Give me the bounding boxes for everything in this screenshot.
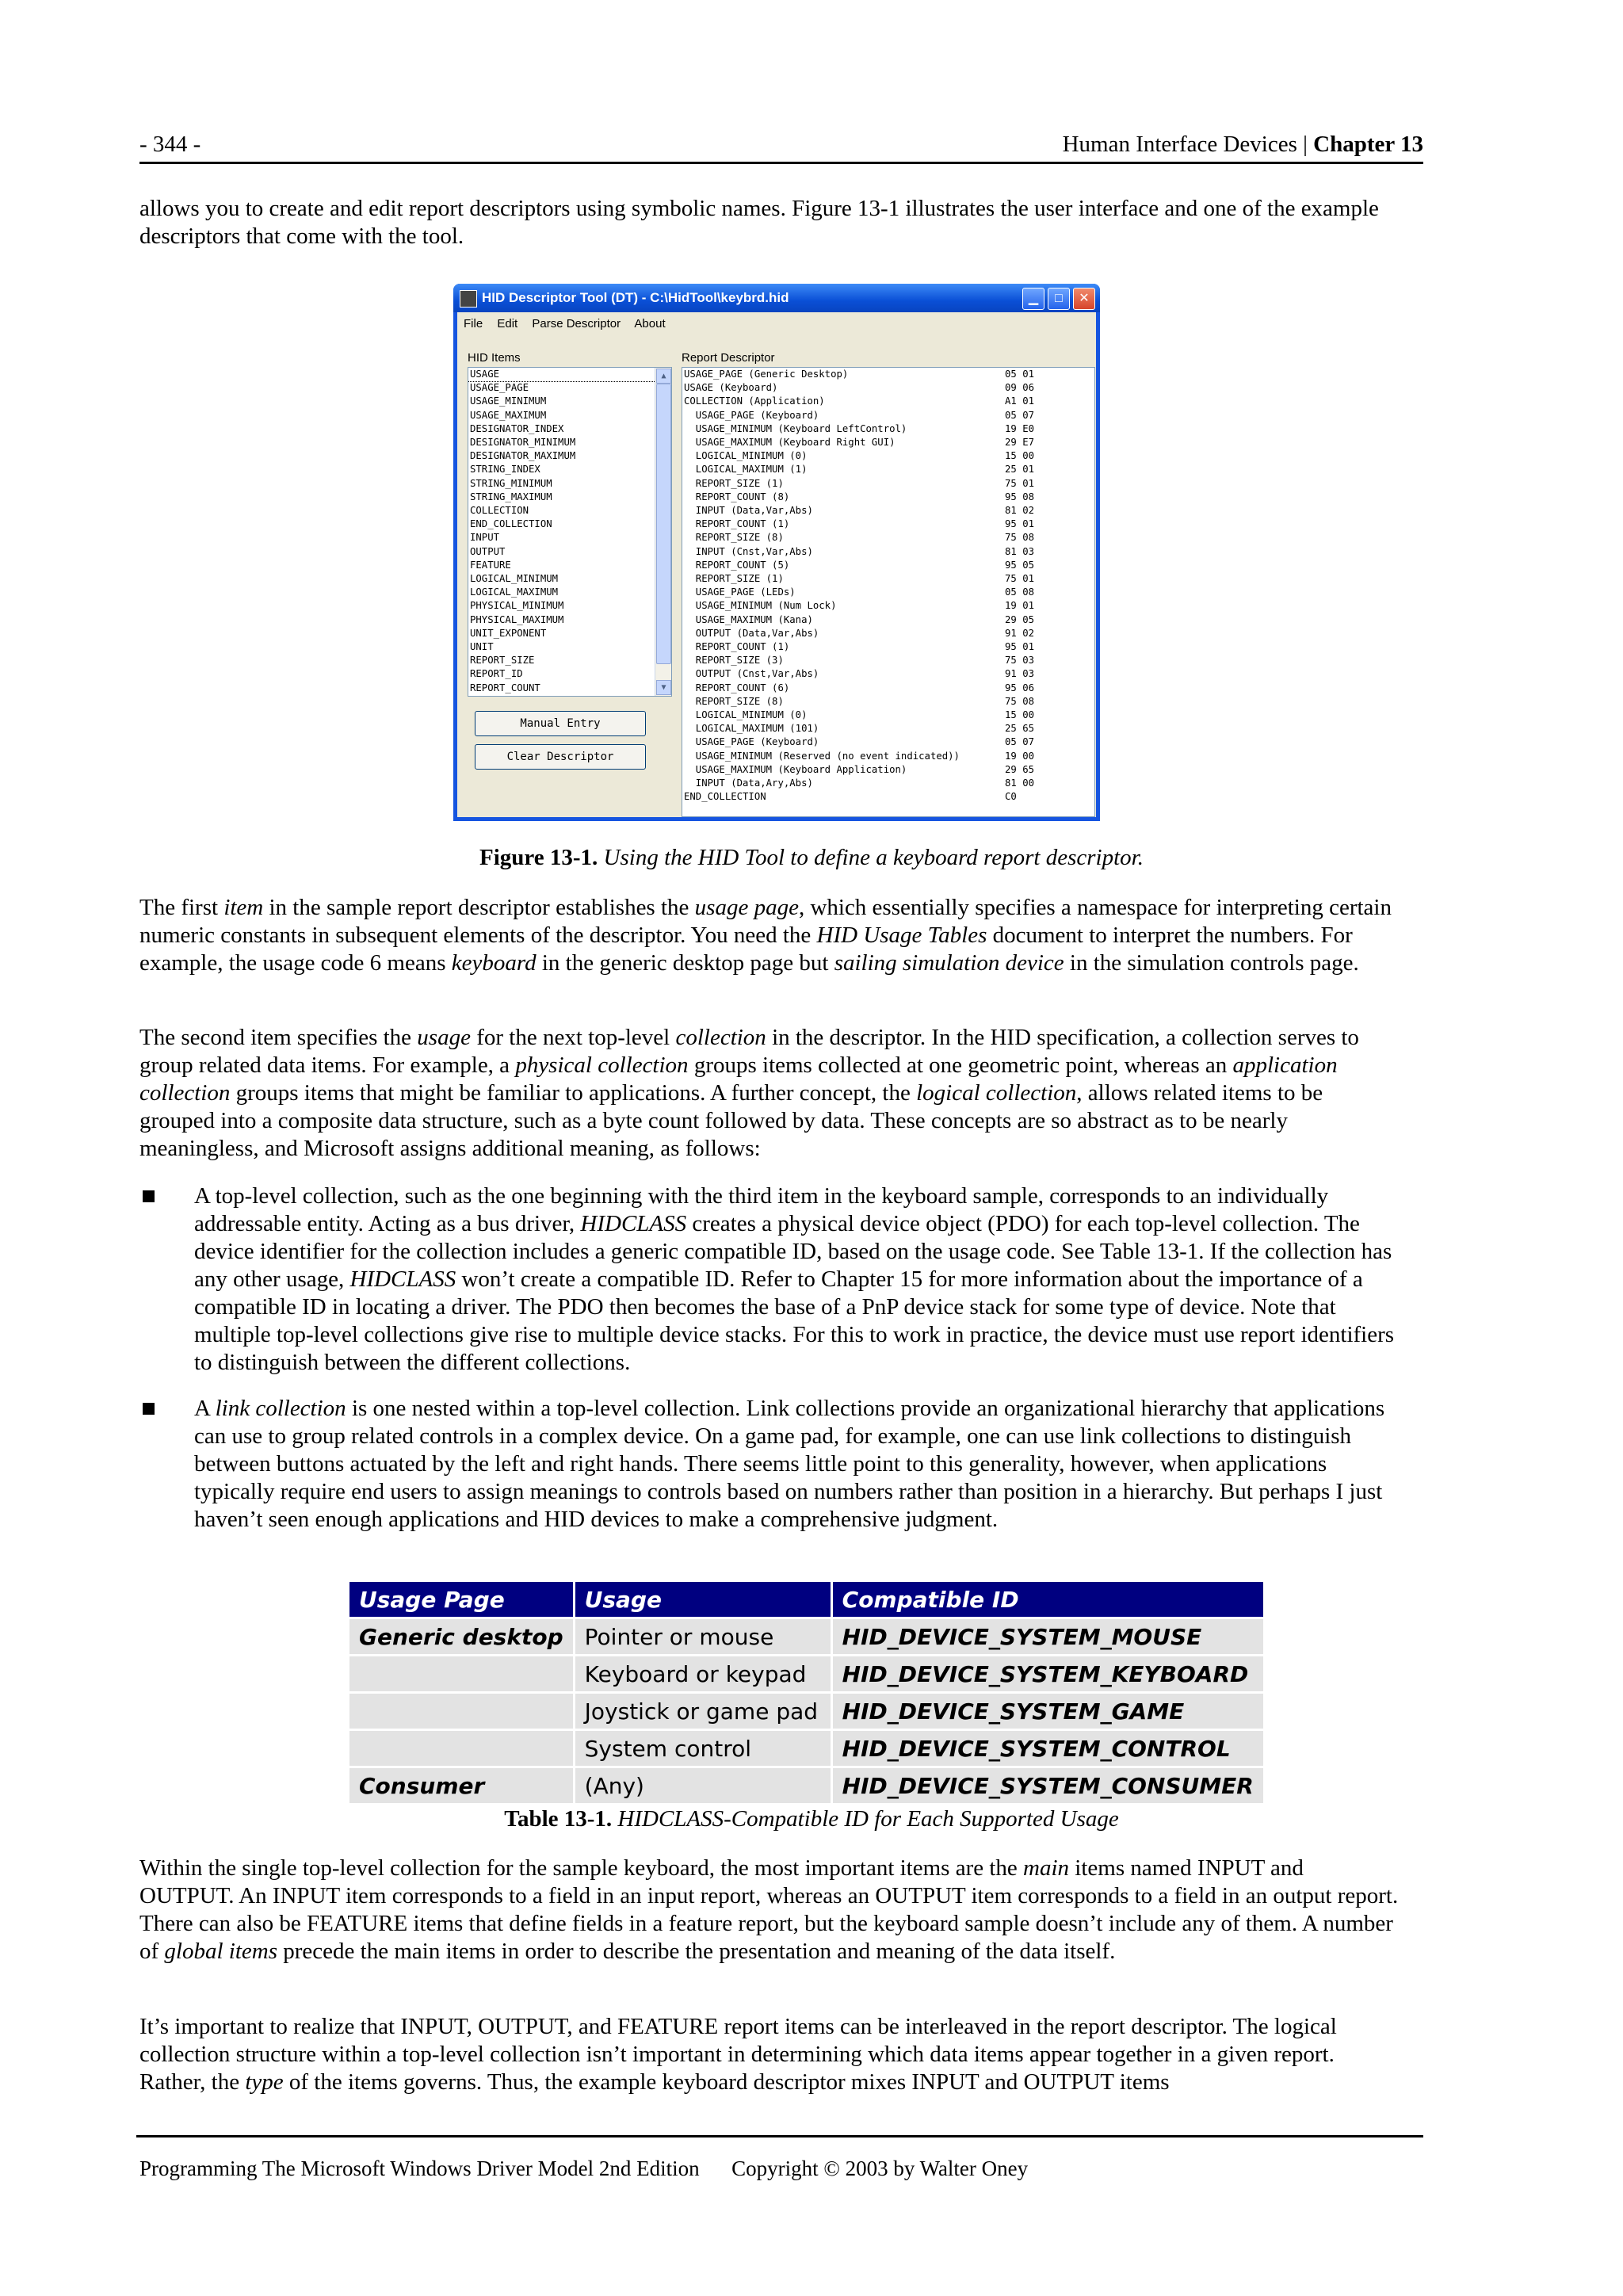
table-cell (349, 1694, 573, 1729)
descriptor-row[interactable] (682, 368, 1094, 381)
descriptor-item: INPUT (Data,Var,Abs) (684, 505, 813, 517)
descriptor-row[interactable] (682, 790, 1094, 804)
descriptor-item: USAGE_PAGE (LEDs) (684, 586, 796, 598)
list-item[interactable]: LOGICAL_MAXIMUM (470, 586, 559, 598)
list-item[interactable]: END_COLLECTION (470, 518, 552, 530)
compatible-id-table (347, 1580, 1266, 1805)
descriptor-item: LOGICAL_MAXIMUM (101) (684, 723, 819, 735)
paragraph-usage-page (139, 894, 1400, 977)
hid-items-label: HID Items (468, 351, 521, 365)
descriptor-item: COLLECTION (Application) (684, 395, 825, 407)
descriptor-row[interactable] (682, 750, 1094, 763)
intro-paragraph (139, 195, 1400, 250)
table-cell: Consumer (349, 1768, 573, 1803)
text-run: main (1023, 1855, 1070, 1881)
menu-edit[interactable]: Edit (497, 317, 518, 330)
paragraph-main-items (139, 1855, 1400, 1966)
descriptor-bytes: 05 07 (1005, 409, 1035, 421)
scroll-thumb[interactable] (656, 384, 671, 664)
text-run: for the next top-level (470, 1025, 676, 1050)
page-number: - 344 - (139, 132, 201, 157)
list-item[interactable]: FEATURE (470, 559, 511, 571)
text-run: groups items that might be familiar to applications. A further concept, the (230, 1080, 917, 1106)
scroll-up-icon[interactable]: ▲ (656, 369, 671, 384)
menu-file[interactable]: File (464, 317, 483, 330)
text-run: items named INPUT and OUTPUT. An INPUT item corresponds to a field in an input report, whereas an OUTPUT item corresponds to a field in an output report. There can also be FEATURE items that define fields in a feature report, but the keyboard sample doesn’t include any of them. A number of (139, 1855, 1399, 1964)
text-run: creates a physical device object (PDO) for each top-level collection. The device identifier for the collection includes a generic compatible ID, based on the usage code. See Table 13-1. If the collection has any other usage, (194, 1211, 1392, 1292)
descriptor-bytes: 25 01 (1005, 464, 1035, 476)
descriptor-row[interactable] (682, 599, 1094, 613)
descriptor-row[interactable] (682, 504, 1094, 518)
descriptor-item: REPORT_SIZE (8) (684, 695, 784, 707)
text-run: Within the single top-level collection for the sample keyboard, the most important items are the (139, 1855, 1024, 1881)
descriptor-item: INPUT (Cnst,Var,Abs) (684, 545, 813, 557)
descriptor-item: REPORT_SIZE (3) (684, 655, 784, 667)
app-icon (460, 290, 477, 308)
scroll-down-icon[interactable]: ▼ (656, 680, 671, 695)
maximize-icon[interactable]: □ (1048, 288, 1070, 310)
text-run: type (245, 2069, 284, 2095)
descriptor-row[interactable] (682, 381, 1094, 395)
text-run: item (223, 895, 264, 920)
table-cell (349, 1731, 573, 1766)
descriptor-row[interactable] (682, 735, 1094, 749)
text-run: in the simulation controls page. (1064, 950, 1359, 976)
text-run: of the items governs. Thus, the example keyboard descriptor mixes INPUT and OUTPUT items (283, 2069, 1170, 2095)
table-cell: (Any) (575, 1768, 831, 1803)
list-item[interactable]: OUTPUT (470, 545, 506, 557)
descriptor-bytes: 75 01 (1005, 573, 1035, 585)
descriptor-row[interactable] (682, 531, 1094, 544)
descriptor-item: LOGICAL_MAXIMUM (1) (684, 464, 808, 476)
descriptor-item: USAGE_MAXIMUM (Kana) (684, 613, 813, 625)
descriptor-row[interactable] (682, 586, 1094, 599)
descriptor-bytes: 91 03 (1005, 668, 1035, 680)
table-cell: Joystick or game pad (575, 1694, 831, 1729)
list-item[interactable]: USAGE_MINIMUM (470, 395, 547, 407)
text-run: HID Usage Tables (816, 923, 987, 948)
descriptor-item: END_COLLECTION (684, 791, 766, 803)
descriptor-item: USAGE_MAXIMUM (Keyboard Application) (684, 763, 907, 775)
clear-descriptor-button[interactable]: Clear Descriptor (475, 744, 646, 770)
table-cell: HID_DEVICE_SYSTEM_CONTROL (833, 1731, 1263, 1766)
text-run: groups items collected at one geometric point, whereas an (688, 1052, 1233, 1078)
descriptor-item: LOGICAL_MINIMUM (0) (684, 709, 808, 721)
manual-entry-button[interactable]: Manual Entry (475, 711, 646, 736)
text-run: , allows related items to be grouped into a composite data structure, such as a byte count followed by data. These concepts are so abstract as to be nearly meaningless, and Microsoft assigns additional meaning, as follows: (139, 1080, 1323, 1161)
text-run: logical collection (916, 1080, 1077, 1106)
descriptor-item: LOGICAL_MINIMUM (0) (684, 450, 808, 462)
table-header-row (349, 1582, 1263, 1617)
list-item[interactable]: REPORT_COUNT (470, 682, 540, 693)
descriptor-row[interactable] (682, 436, 1094, 449)
descriptor-item: USAGE_PAGE (Keyboard) (684, 736, 819, 748)
descriptor-item: USAGE_PAGE (Keyboard) (684, 409, 819, 421)
column-header: Usage (575, 1582, 831, 1617)
list-item[interactable]: INPUT (470, 532, 500, 544)
descriptor-bytes: 15 00 (1005, 709, 1035, 721)
window-client (457, 312, 1096, 817)
text-run: document to interpret the numbers. For example, the usage code 6 means (139, 923, 1353, 976)
descriptor-bytes: 29 05 (1005, 613, 1035, 625)
descriptor-bytes: 75 08 (1005, 532, 1035, 544)
list-item[interactable]: DESIGNATOR_INDEX (470, 422, 564, 434)
descriptor-bytes: 81 00 (1005, 777, 1035, 789)
table-row (349, 1768, 1263, 1803)
descriptor-bytes: 25 65 (1005, 723, 1035, 735)
table-cell: HID_DEVICE_SYSTEM_MOUSE (833, 1619, 1263, 1654)
descriptor-bytes: 05 08 (1005, 586, 1035, 598)
descriptor-row[interactable] (682, 627, 1094, 640)
descriptor-bytes: 75 08 (1005, 695, 1035, 707)
text-run: A (194, 1396, 216, 1421)
descriptor-bytes: 81 03 (1005, 545, 1035, 557)
list-item[interactable]: COLLECTION (470, 505, 529, 517)
text-run: The first (139, 895, 224, 920)
chapter-title: Chapter 13 (1313, 132, 1423, 157)
descriptor-row[interactable] (682, 449, 1094, 463)
text-run: physical collection (515, 1052, 689, 1078)
hid-tool-window (453, 284, 1100, 821)
descriptor-bytes: 29 65 (1005, 763, 1035, 775)
text-run: A top-level collection, such as the one beginning with the third item in the keyboard sample, corresponds to an individually addressable entity. Acting as a bus driver, (194, 1183, 1329, 1236)
descriptor-row[interactable] (682, 654, 1094, 667)
chapter-heading (1063, 132, 1423, 158)
text-run: application collection (139, 1052, 1338, 1106)
descriptor-bytes: 29 E7 (1005, 437, 1035, 449)
descriptor-item: REPORT_COUNT (1) (684, 518, 790, 530)
list-item[interactable]: PHYSICAL_MINIMUM (470, 600, 564, 612)
descriptor-item: USAGE_MINIMUM (Keyboard LeftControl) (684, 422, 907, 434)
table-cell: System control (575, 1731, 831, 1766)
descriptor-row[interactable] (682, 640, 1094, 654)
page-footer (136, 2135, 1423, 2180)
table-cell: Generic desktop (349, 1619, 573, 1654)
descriptor-bytes: 19 E0 (1005, 422, 1035, 434)
table-cell: Pointer or mouse (575, 1619, 831, 1654)
table-cell: Keyboard or keypad (575, 1656, 831, 1691)
list-item[interactable]: UNIT (470, 641, 494, 653)
descriptor-bytes: 95 01 (1005, 641, 1035, 653)
descriptor-row[interactable] (682, 422, 1094, 436)
descriptor-row[interactable] (682, 477, 1094, 491)
table-row (349, 1731, 1263, 1766)
descriptor-bytes: 75 01 (1005, 477, 1035, 489)
window-titlebar (453, 284, 1100, 312)
descriptor-row[interactable] (682, 777, 1094, 790)
descriptor-bytes: 91 02 (1005, 627, 1035, 639)
descriptor-row[interactable] (682, 463, 1094, 476)
list-item[interactable]: USAGE (468, 368, 671, 381)
bullet-item-top-level (139, 1182, 1400, 1377)
descriptor-row[interactable] (682, 518, 1094, 531)
text-run: usage (417, 1025, 471, 1050)
text-run: usage page (694, 895, 799, 920)
text-run: HIDCLASS (349, 1266, 456, 1292)
descriptor-row[interactable] (682, 682, 1094, 695)
table-caption (0, 1806, 1623, 1832)
descriptor-item: REPORT_COUNT (1) (684, 641, 790, 653)
descriptor-bytes: 05 07 (1005, 736, 1035, 748)
figure-caption (0, 845, 1623, 871)
table-caption-label: Table 13-1. (504, 1806, 613, 1832)
window-title: HID Descriptor Tool (DT) - C:\HidTool\keybrd.hid (482, 290, 789, 305)
descriptor-row[interactable] (682, 395, 1094, 408)
descriptor-row[interactable] (682, 545, 1094, 559)
bullet-item-link-collection (139, 1395, 1400, 1534)
text-run: global items (164, 1939, 278, 1964)
descriptor-bytes: 81 02 (1005, 505, 1035, 517)
descriptor-item: USAGE_MAXIMUM (Keyboard Right GUI) (684, 437, 896, 449)
text-run: in the descriptor. In the HID specification, a collection serves to group related data items. For example, a (139, 1025, 1359, 1078)
minimize-icon[interactable]: ▁ (1022, 288, 1044, 310)
text-run: , which essentially specifies a namespace for interpreting certain numeric constants in subsequent elements of the descriptor. You need the (139, 895, 1392, 948)
descriptor-item: REPORT_COUNT (6) (684, 682, 790, 693)
descriptor-row[interactable] (682, 695, 1094, 709)
report-descriptor-list[interactable] (682, 367, 1095, 817)
text-run: The second item specifies the (139, 1025, 418, 1050)
descriptor-row[interactable] (682, 667, 1094, 681)
list-item[interactable]: STRING_INDEX (470, 464, 540, 476)
list-item[interactable]: USAGE_PAGE (470, 382, 529, 394)
page-header (139, 130, 1423, 164)
descriptor-row[interactable] (682, 409, 1094, 422)
text-run: in the sample report descriptor establishes the (263, 895, 695, 920)
text-run: is one nested within a top-level collection. Link collections provide an organizational hierarchy that applications can use to group related controls in a complex device. On a game pad, for example, one can use link collections to distinguish between buttons actuated by the left and right hands. There seems little point to this generality, however, when applications typically require end users to assign meanings to controls based on numbers rather than position in a hierarchy. But perhaps I just haven’t seen enough applications and HID devices to make a comprehensive judgment. (194, 1396, 1385, 1532)
descriptor-item: OUTPUT (Data,Var,Abs) (684, 627, 819, 639)
descriptor-item: USAGE_PAGE (Generic Desktop) (684, 369, 849, 380)
descriptor-bytes: 95 01 (1005, 518, 1035, 530)
text-run: precede the main items in order to describe the presentation and meaning of the data itself. (277, 1939, 1116, 1964)
close-icon[interactable]: ✕ (1073, 288, 1095, 310)
hid-items-scrollbar[interactable] (655, 368, 671, 696)
text-run: sailing simulation device (834, 950, 1064, 976)
descriptor-row[interactable] (682, 709, 1094, 722)
list-item[interactable]: REPORT_ID (470, 668, 523, 680)
descriptor-item: REPORT_SIZE (8) (684, 532, 784, 544)
descriptor-item: REPORT_SIZE (1) (684, 573, 784, 585)
descriptor-bytes: 75 03 (1005, 655, 1035, 667)
hid-items-list[interactable] (468, 367, 672, 697)
descriptor-row[interactable] (682, 613, 1094, 627)
descriptor-row[interactable] (682, 491, 1094, 504)
descriptor-item: USAGE_MINIMUM (Reserved (no event indicated)) (684, 750, 960, 762)
column-header: Compatible ID (833, 1582, 1263, 1617)
descriptor-item: REPORT_COUNT (8) (684, 491, 790, 502)
figure-label: Figure 13-1. (479, 845, 598, 870)
bullet-square-icon (143, 1403, 155, 1415)
table-cell: HID_DEVICE_SYSTEM_GAME (833, 1694, 1263, 1729)
text-run: in the generic desktop page but (536, 950, 834, 976)
column-header: Usage Page (349, 1582, 573, 1617)
descriptor-bytes: 19 00 (1005, 750, 1035, 762)
text-run: collection (675, 1025, 766, 1050)
descriptor-row[interactable] (682, 763, 1094, 777)
list-item[interactable]: STRING_MAXIMUM (470, 491, 552, 502)
menu-bar (464, 317, 677, 330)
descriptor-bytes: 15 00 (1005, 450, 1035, 462)
descriptor-bytes: 95 06 (1005, 682, 1035, 693)
list-item[interactable]: STRING_MINIMUM (470, 477, 552, 489)
table-row (349, 1656, 1263, 1691)
figure-text: Using the HID Tool to define a keyboard report descriptor. (603, 845, 1144, 870)
text-run: It’s important to realize that INPUT, OUTPUT, and FEATURE report items can be interleaved in the report descriptor. The logical collection structure within a top-level collection isn’t important in determining which data items appear together in a given report. Rather, the (139, 2014, 1337, 2095)
table-cell: HID_DEVICE_SYSTEM_CONSUMER (833, 1768, 1263, 1803)
descriptor-bytes: 95 08 (1005, 491, 1035, 502)
table-cell (349, 1656, 573, 1691)
descriptor-item: USAGE (Keyboard) (684, 382, 778, 394)
descriptor-item: OUTPUT (Cnst,Var,Abs) (684, 668, 819, 680)
menu-parse-descriptor[interactable]: Parse Descriptor (532, 317, 621, 330)
table-cell: HID_DEVICE_SYSTEM_KEYBOARD (833, 1656, 1263, 1691)
descriptor-bytes: A1 01 (1005, 395, 1035, 407)
table-row (349, 1694, 1263, 1729)
descriptor-bytes: 05 01 (1005, 369, 1035, 380)
paragraph-interleaving (139, 2013, 1400, 2096)
list-item[interactable]: UNIT_EXPONENT (470, 627, 547, 639)
text-run: won’t create a compatible ID. Refer to Chapter 15 for more information about the importance of a compatible ID in locating a driver. The PDO then becomes the base of a PnP device stack for some type of device. Note that multiple top-level collections give rise to multiple device stacks. For this to work in practice, the device must use report identifiers to distinguish between the different collections. (194, 1266, 1395, 1375)
paragraph-collections (139, 1024, 1400, 1163)
table-caption-text: HIDCLASS-Compatible ID for Each Supported Usage (617, 1806, 1119, 1832)
text-run: keyboard (451, 950, 537, 976)
list-item[interactable]: LOGICAL_MINIMUM (470, 573, 559, 585)
descriptor-item: USAGE_MINIMUM (Num Lock) (684, 600, 837, 612)
table-row (349, 1619, 1263, 1654)
descriptor-row[interactable] (682, 559, 1094, 572)
descriptor-bytes: 09 06 (1005, 382, 1035, 394)
descriptor-row[interactable] (682, 572, 1094, 586)
bullet-square-icon (143, 1190, 155, 1202)
descriptor-row[interactable] (682, 722, 1094, 735)
list-item[interactable]: DESIGNATOR_MAXIMUM (470, 450, 576, 462)
descriptor-bytes: C0 (1005, 791, 1017, 803)
report-descriptor-label: Report Descriptor (682, 351, 775, 365)
list-item[interactable]: REPORT_SIZE (470, 655, 535, 667)
descriptor-item: INPUT (Data,Ary,Abs) (684, 777, 813, 789)
list-item[interactable]: USAGE_MAXIMUM (470, 409, 547, 421)
descriptor-item: REPORT_COUNT (5) (684, 559, 790, 571)
intro-text: allows you to create and edit report descriptors using symbolic names. Figure 13-1 illustrates the user interface and one of the example descriptors that come with the tool. (139, 196, 1379, 249)
descriptor-bytes: 95 05 (1005, 559, 1035, 571)
text-run: HIDCLASS (580, 1211, 687, 1236)
menu-about[interactable]: About (634, 317, 666, 330)
text-run: link collection (215, 1396, 346, 1421)
descriptor-item: REPORT_SIZE (1) (684, 477, 784, 489)
descriptor-bytes: 19 01 (1005, 600, 1035, 612)
list-item[interactable]: PHYSICAL_MAXIMUM (470, 613, 564, 625)
chapter-prefix: Human Interface Devices | (1062, 132, 1314, 157)
footer-text: Programming The Microsoft Windows Driver Model 2nd Edition Copyright © 2003 by Walter Oney (139, 2157, 1029, 2180)
list-item[interactable]: DESIGNATOR_MINIMUM (470, 437, 576, 449)
